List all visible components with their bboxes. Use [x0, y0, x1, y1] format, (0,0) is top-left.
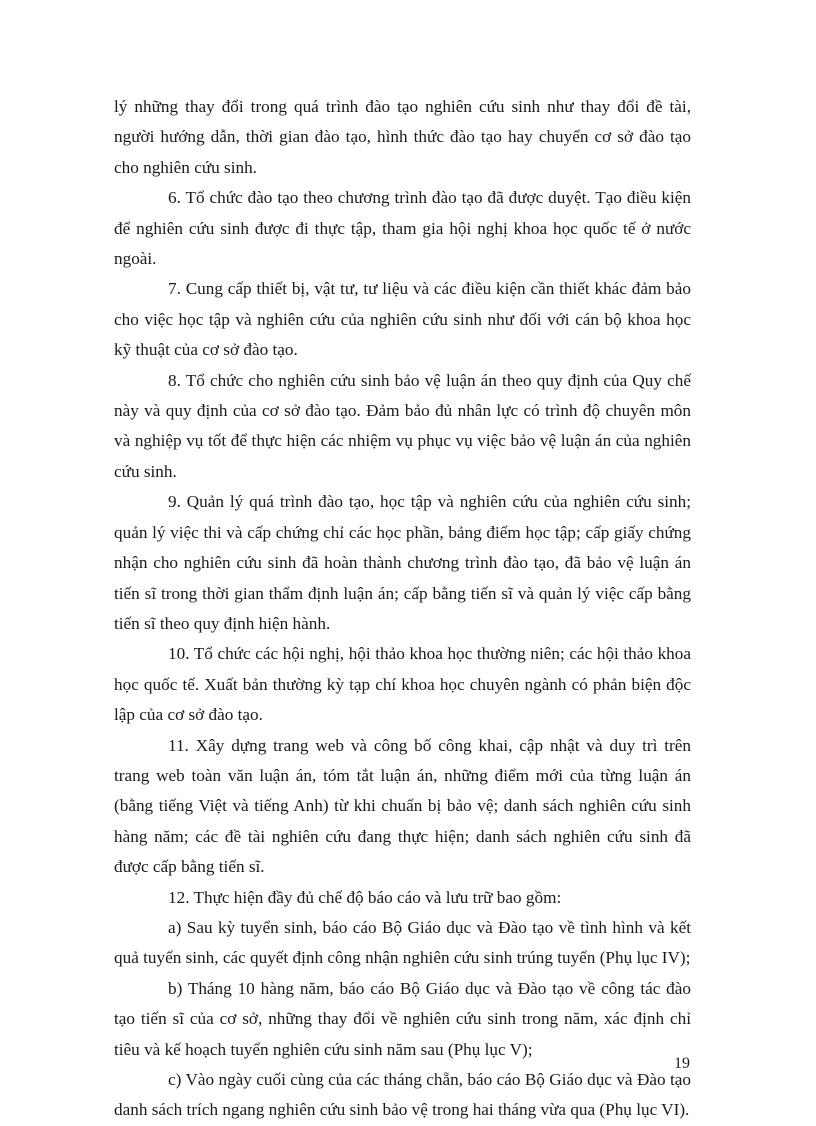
- paragraph-subitem-a: a) Sau kỳ tuyển sinh, báo cáo Bộ Giáo dục và Đào tạo về tình hình và kết quả tuyển sinh, các quyết định công nhận nghiên cứu sinh trúng tuyển (Phụ lục IV);: [114, 917, 691, 968]
- paragraph-subitem-b: b) Tháng 10 hàng năm, báo cáo Bộ Giáo dục và Đào tạo về công tác đào tạo tiến sĩ của cơ sở, những thay đổi về nghiên cứu sinh trong năm, xác định chỉ tiêu và kế hoạch tuyển nghiên cứu sinh năm sau (Phụ lục V);: [114, 978, 691, 1059]
- paragraph-item-7: 7. Cung cấp thiết bị, vật tư, tư liệu và các điều kiện cần thiết khác đảm bảo cho việc học tập và nghiên cứu của nghiên cứu sinh như đối với cán bộ khoa học kỹ thuật của cơ sở đào tạo.: [114, 279, 691, 360]
- paragraph-continuation: lý những thay đổi trong quá trình đào tạo nghiên cứu sinh như thay đổi đề tài, người hướng dẫn, thời gian đào tạo, hình thức đào tạo hay chuyển cơ sở đào tạo cho nghiên cứu sinh.: [114, 97, 691, 177]
- page-body: [114, 92, 691, 1126]
- paragraph-item-8: 8. Tổ chức cho nghiên cứu sinh bảo vệ luận án theo quy định của Quy chế này và quy định của cơ sở đào tạo. Đảm bảo đủ nhân lực có trình độ chuyên môn và nghiệp vụ tốt để thực hiện các nhiệm vụ phục vụ việc bảo vệ luận án của nghiên cứu sinh.: [114, 370, 691, 481]
- page-number: 19: [674, 1055, 690, 1072]
- paragraph-item-12: 12. Thực hiện đầy đủ chế độ báo cáo và lưu trữ bao gồm:: [168, 887, 562, 907]
- paragraph-item-6: 6. Tổ chức đào tạo theo chương trình đào tạo đã được duyệt. Tạo điều kiện để nghiên cứu sinh được đi thực tập, tham gia hội nghị khoa học quốc tế ở nước ngoài.: [114, 188, 691, 269]
- paragraph-item-11: 11. Xây dựng trang web và công bố công khai, cập nhật và duy trì trên trang web toàn văn luận án, tóm tắt luận án, những điểm mới của từng luận án (bằng tiếng Việt và tiếng Anh) từ khi chuẩn bị bảo vệ; danh sách nghiên cứu sinh hàng năm; các đề tài nghiên cứu đang thực hiện; danh sách nghiên cứu sinh đã được cấp bằng tiến sĩ.: [114, 735, 691, 877]
- paragraph-item-9: 9. Quản lý quá trình đào tạo, học tập và nghiên cứu của nghiên cứu sinh; quản lý việc thi và cấp chứng chỉ các học phần, bảng điểm học tập; cấp giấy chứng nhận cho nghiên cứu sinh đã hoàn thành chương trình đào tạo, đã bảo vệ luận án tiến sĩ trong thời gian thẩm định luận án; cấp bằng tiến sĩ và quản lý việc cấp bằng tiến sĩ theo quy định hiện hành.: [114, 492, 691, 633]
- paragraph-item-10: 10. Tổ chức các hội nghị, hội thảo khoa học thường niên; các hội thảo khoa học quốc tế. Xuất bản thường kỳ tạp chí khoa học chuyên ngành có phản biện độc lập của cơ sở đào tạo.: [114, 644, 691, 725]
- paragraph-subitem-c: c) Vào ngày cuối cùng của các tháng chẵn, báo cáo Bộ Giáo dục và Đào tạo danh sách trích ngang nghiên cứu sinh bảo vệ trong hai tháng vừa qua (Phụ lục VI).: [114, 1070, 691, 1120]
